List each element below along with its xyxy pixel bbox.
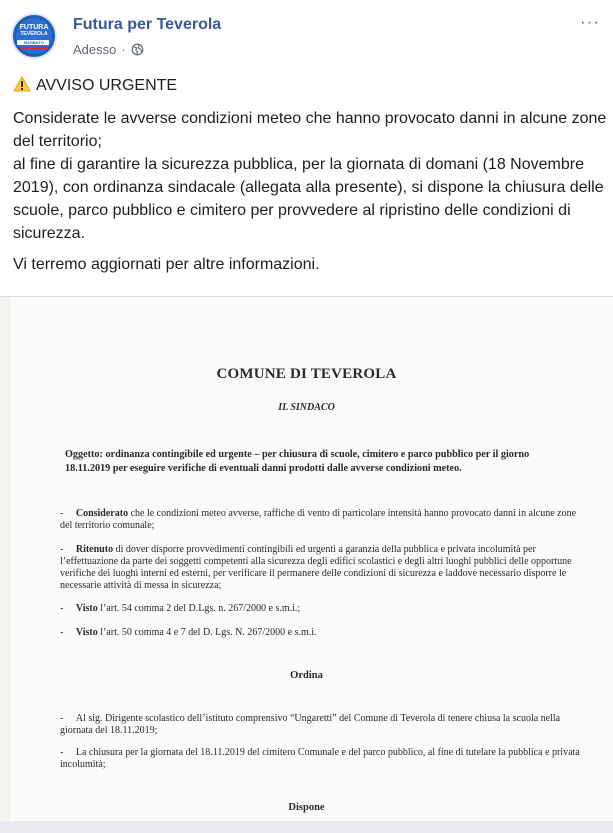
paragraph-1-text: Considerate le avverse condizioni meteo che hanno provocato danni in alcune zone del territorio; (13, 110, 607, 150)
post-meta (73, 42, 144, 57)
attached-document-image[interactable] (0, 296, 613, 833)
document-footer-strip (0, 821, 613, 833)
item-bullet: - (60, 508, 64, 519)
document-subtitle: IL SINDACO (278, 402, 335, 413)
document-item (60, 508, 590, 532)
document-ordina: Ordina (290, 670, 323, 681)
avatar-text-teverola: TEVEROLA (20, 31, 48, 37)
document-dispone: Dispone (288, 802, 325, 813)
item-bullet: - (60, 544, 64, 555)
globe-icon[interactable] (131, 43, 144, 56)
item-lead: Visto (75, 627, 98, 638)
item-text: Al sig. Dirigente scolastico dell’istituto comprensivo “Ungaretti” del Comune di Teverola di tenere chiusa la scuola nella giornata del 18.11.2019; (60, 713, 561, 736)
heading-text: AVVISO URGENTE (36, 77, 178, 94)
paragraph-2-text: al fine di garantire la sicurezza pubblica, per la giornata di domani (18 Novembre 2019), con ordinanza sindacale (allegata alla presente), si dispone la chiusura delle scuole, parco pubblico e cimitero per provvedere al ripristino delle condizioni di sicurezza. (13, 156, 604, 242)
post-body (13, 74, 608, 286)
avatar-text-futura: FUTURA (19, 24, 49, 31)
item-bullet: - (60, 603, 64, 614)
item-lead: Considerato (75, 508, 129, 519)
item-text: La chiusura per la giornata del 18.11.2019 del cimitero Comunale e del parco pubblico, al fine di tutelare la pubblica e privata incolumità; (60, 747, 580, 770)
document-title: COMUNE DI TEVEROLA (216, 366, 397, 382)
item-text: l’art. 50 comma 4 e 7 del D. Lgs. N. 267/2000 e s.m.i. (97, 627, 317, 638)
item-bullet: - (60, 747, 64, 758)
document-ordina-item (60, 747, 590, 771)
avatar-red-line (20, 47, 48, 49)
more-options-icon[interactable]: ··· (580, 12, 600, 31)
meta-separator: · (121, 42, 126, 57)
post-paragraph-3: Vi terremo aggiornati per altre informazioni. (13, 256, 320, 273)
page-avatar[interactable] (11, 13, 57, 59)
item-text: che le condizioni meteo avverse, raffiche di vento di particolare intensità hanno provocato danni in alcune zone del territorio comunale; (60, 508, 577, 531)
document-oggetto: Oggetto: ordinanza contingibile ed urgente – per chiusura di scuole, cimitero e parco pubblico per il giorno 18.11.2019 per eseguire verifiche di eventuali danni prodotti dalle avverse condizioni meteo. (65, 449, 530, 474)
item-lead: Visto (75, 603, 98, 614)
document-ordina-item (60, 713, 590, 737)
post-header (0, 0, 613, 70)
item-lead: Ritenuto (75, 544, 114, 555)
document-item (60, 627, 590, 639)
item-bullet: - (60, 627, 64, 638)
document-item (60, 544, 590, 592)
post-timestamp[interactable]: Adesso (73, 42, 117, 57)
post-paragraph-1 (13, 107, 608, 245)
item-bullet: - (60, 713, 64, 724)
page-name-link[interactable]: Futura per Teverola (73, 16, 222, 33)
avatar-text-barbato: BARBATO (24, 40, 44, 45)
document-item (60, 603, 590, 615)
item-text: l’art. 54 comma 2 del D.Lgs. n. 267/2000 e s.m.i.; (97, 603, 301, 614)
warning-icon (13, 76, 31, 92)
item-text: di dover disporre provvedimenti contingibili ed urgenti a garanzia della pubblica e privata incolumità per l’effettuazione da parte dei soggetti competenti alla sicurezza degli edifici scolastici e degli altri luoghi pubblici delle opportune verifiche dei luoghi interni ed esterni, per verificare il permanere delle condizioni di sicurezza e laddove necessario disporre le necessarie attività di messa in sicurezza; (60, 544, 572, 591)
post-heading (13, 74, 608, 97)
